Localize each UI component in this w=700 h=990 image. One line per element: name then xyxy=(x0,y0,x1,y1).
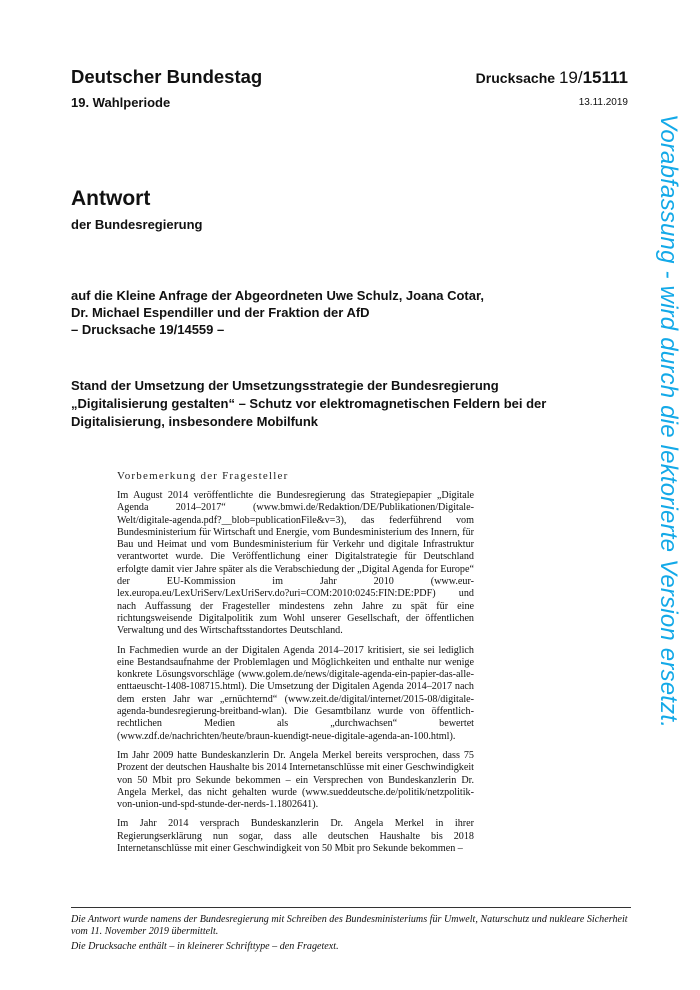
body-paragraph: Im Jahr 2009 hatte Bundeskanzlerin Dr. Angela Merkel bereits versprochen, dass 75 Prozent der deutschen Haushalte bis 2014 Internetanschlüsse mit einer Geschwindigkeit von 50 Mbit pro Sekunde bekommen – ein Versprechen von Bundeskanzlerin Dr. Angela Merkel, das nicht gehalten wurde (www.sueddeutsche.de/politik/netzpolitik-von-union-und-spd-stunde-der-nerds-1.1802641). xyxy=(117,749,474,811)
drucksache-label: Drucksache xyxy=(475,70,556,86)
anfrage-line: auf die Kleine Anfrage der Abgeordneten Uwe Schulz, Joana Cotar, xyxy=(71,288,484,303)
document-heading: Antwort xyxy=(71,187,151,210)
subject-line: Digitalisierung, insbesondere Mobilfunk xyxy=(71,414,319,429)
body-paragraph: Im August 2014 veröffentlichte die Bundesregierung das Strategiepapier „Digitale Agenda 2014–2017“ (www.bmwi.de/Redaktion/DE/Publikationen/Digitale-Welt/digitale-agenda.pdf?__blob=publicationFile&v=3), das federführend vom Bundesministerium für Wirtschaft und Energie, vom Bundesministerium des Innern, für Bau und Heimat und vom Bundesministerium für Verkehr und digitale Infrastruktur verantwortet wurde. Die Veröffentlichung einer Digitalstrategie für Deutschland erfolgte damit vier Jahre später als die Verabschiedung der „Digital Agenda for Europe“ der EU-Kommission im Jahr 2010 (www.eur-lex.europa.eu/LexUriServ/LexUriServ.do?uri=COM:2010:0245:FIN:DE:PDF) und nach Auffassung der Fragesteller mindestens zehn Jahre zu spät für eine richtungsweisende Digitalpolitik zum Wohl unserer Gesellschaft, der öffentlichen Verwaltung und des Wirtschaftsstandortes Deutschland. xyxy=(117,490,474,637)
drucksache-period: 19/ xyxy=(558,68,583,87)
preliminary-version-watermark: Vorabfassung - wird durch die lektorierte Version ersetzt. xyxy=(655,114,682,729)
subject-block xyxy=(71,377,631,431)
footnote-text: Die Drucksache enthält – in kleinerer Schrifttype – den Fragetext. xyxy=(71,940,339,952)
vorbemerkung-body xyxy=(117,490,474,862)
document-date: 13.11.2019 xyxy=(578,97,628,108)
drucksache-number xyxy=(476,68,628,88)
footnote-block xyxy=(71,914,636,953)
legislative-period: 19. Wahlperiode xyxy=(71,95,171,110)
anfrage-line: – Drucksache 19/14559 – xyxy=(71,322,225,337)
drucksache-id: 15111 xyxy=(582,68,628,87)
subject-line: „Digitalisierung gestalten“ – Schutz vor elektromagnetischen Feldern bei der xyxy=(71,396,547,411)
footnote-text: Die Antwort wurde namens der Bundesregierung mit Schreiben des Bundesministeriums für Umwelt, Naturschutz und nukleare Sicherheit vom 11. November 2019 übermittelt. xyxy=(71,914,628,938)
subject-line: Stand der Umsetzung der Umsetzungsstrategie der Bundesregierung xyxy=(71,378,499,393)
anfrage-line: Dr. Michael Espendiller und der Fraktion der AfD xyxy=(71,305,370,320)
body-paragraph: Im Jahr 2014 versprach Bundeskanzlerin Dr. Angela Merkel in ihrer Regierungserklärung nun sogar, dass alle deutschen Haushalte bis 2018 Internetanschlüsse mit einer Geschwindigkeit von 50 Mbit pro Sekunde bekommen – xyxy=(117,818,474,855)
vorbemerkung-title: Vorbemerkung der Fragesteller xyxy=(117,470,289,482)
document-subheading: der Bundesregierung xyxy=(71,217,203,232)
anfrage-block xyxy=(71,287,484,338)
body-paragraph: In Fachmedien wurde an der Digitalen Agenda 2014–2017 kritisiert, sie sei lediglich eine Bestandsaufnahme der Problemlagen und Möglichkeiten und enthalte nur wenige konkrete Lösungsvorschläge (www.golem.de/news/digitale-agenda-ein-papier-das-alle-enttaeuscht-1408-108715.html). Die Umsetzung der Digitalen Agenda 2014–2017 nach dem ersten Jahr war „ernüchternd“ (www.zeit.de/digital/internet/2015-08/digitale-agenda-bundesregierung-breitband-wlan). Die Gesamtbilanz wurde von öffentlich-rechtlichen Medien als „durchwachsen“ bewertet (www.zdf.de/nachrichten/heute/braun-kuendigt-neue-digitale-agenda-an-100.html). xyxy=(117,644,474,742)
institution-name: Deutscher Bundestag xyxy=(71,66,263,87)
footnote-divider xyxy=(71,907,631,908)
